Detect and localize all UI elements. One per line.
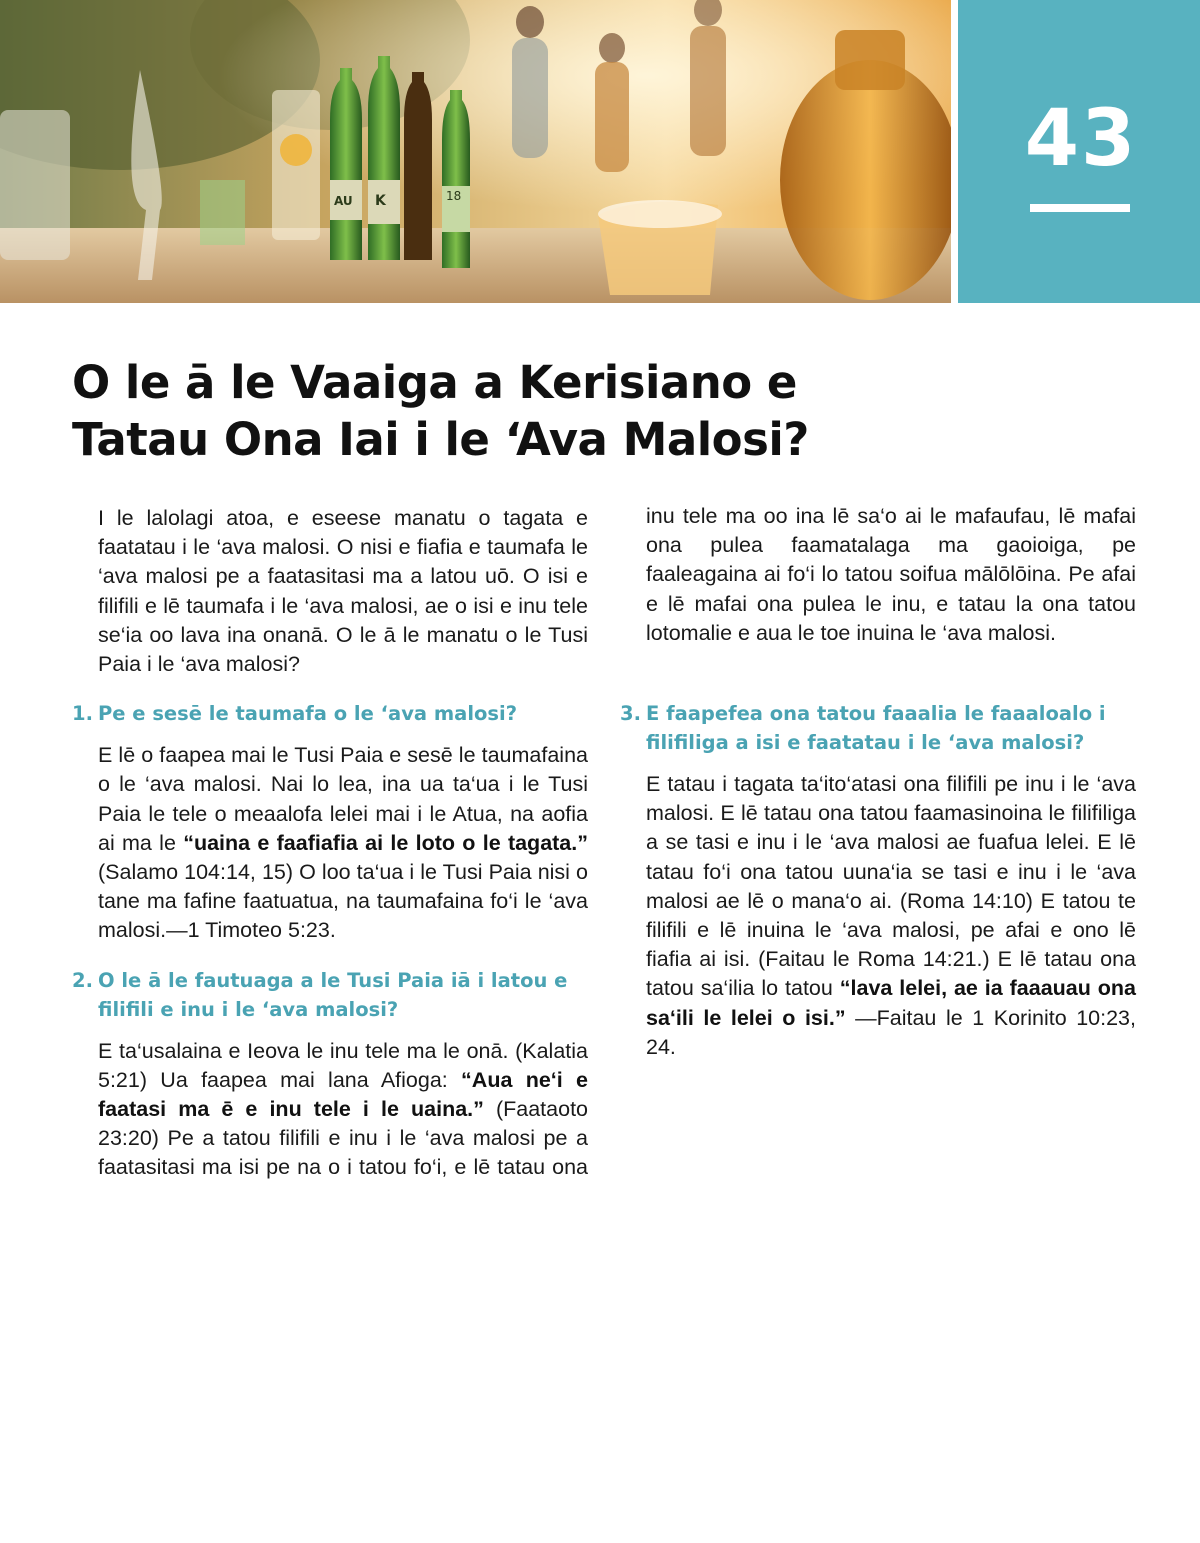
section-3-heading — [620, 699, 1136, 757]
section-2-continuation-text — [646, 504, 1136, 648]
section-1-text-b: (Salamo 104:14, 15) O loo ta‘ua i le Tusi Paia nisi o tane ma fafine faatuatua, na taumafaina fo‘i le ‘ava malosi.—1 Timoteo 5:23. — [98, 860, 588, 943]
bottle-label-2: K — [375, 193, 386, 209]
left-column — [72, 504, 588, 1185]
section-3-number: 3. — [620, 702, 641, 725]
section-2-text-b: (Faataoto 23:20) Pe a tatou filifili e inu i le ‘ava malosi pe a faatasitasi ma isi pe na o i tatou fo‘i, e lē tatau ona — [98, 1097, 588, 1180]
lesson-number-box — [958, 0, 1200, 303]
section-1-paragraph — [72, 741, 588, 945]
section-2-continuation — [620, 504, 1136, 679]
section-1-number: 1. — [72, 702, 93, 726]
bottle-label-3: 18 — [446, 189, 462, 203]
section-1-question: Pe e sesē le taumafa o le ‘ava malosi? — [98, 702, 518, 726]
section-2-quote: “Aua ne‘i e faatasi ma ē e inu tele i le uaina.” — [98, 1067, 588, 1122]
lesson-number: 43 — [1024, 94, 1138, 184]
section-3-quote: “lava lelei, ae ia faaauau ona sa‘ili le lelei o isi.” — [646, 976, 1137, 1030]
hero-photo — [0, 0, 951, 303]
section-3-paragraph — [620, 770, 1136, 1062]
page-title-line-1: O le ā le Vaaiga a Kerisiano e — [72, 356, 797, 409]
lesson-number-underline — [1030, 204, 1130, 212]
section-2-cont-b: inu tele ma oo ina lē sa‘o ai le mafaufau, lē mafai ona pulea faamatalaga ma gaoioiga, pe faaleagaina ai fo‘i lo tatou soifua mālōlōina. Pe afai e lē mafai ona pulea le inu, e tatau la ona tatou lotomalie e aua le toe inuina le ‘ava malosi. — [646, 504, 1136, 645]
intro-paragraph: I le lalolagi atoa, e eseese manatu o tagata e faatatau i le ‘ava malosi. O nisi e fiafia e taumafa le ‘ava malosi pe a faatasitasi ma a latou uō. O isi e filifili e lē taumafa i le ‘ava malosi, ae o isi e inu tele se‘ia oo lava ina onanā. O le ā le manatu o le Tusi Paia i le ‘ava malosi? — [98, 506, 588, 677]
section-1-heading — [72, 699, 588, 728]
section-1-text-a: E lē o faapea mai le Tusi Paia e sesē le taumafaina o le ‘ava malosi. Nai lo lea, ina ua ta‘ua i le Tusi Paia le tele o meaalofa lelei mai i le Atua, na aofia ai ma le — [98, 743, 588, 855]
right-column — [620, 504, 1136, 1062]
section-3-question: E faapefea ona tatou faaalia le faaaloalo i filifiliga a isi e faatatau i le ‘ava malosi? — [646, 702, 1106, 754]
page-title — [72, 354, 1072, 468]
bottle-label-1: AU — [334, 194, 353, 208]
section-1-quote: “uaina e faafiafia ai le loto o le tagata.” — [183, 830, 588, 855]
section-2-text-a: E ta‘usalaina e Ieova le inu tele ma le onā. (Kalatia 5:21) Ua faapea mai lana Afioga: — [98, 1038, 588, 1092]
section-2-question: O le ā le fautuaga a le Tusi Paia iā i latou e filifili e inu i le ‘ava malosi? — [98, 968, 568, 1021]
section-2-paragraph — [72, 1037, 588, 1185]
section-3-text-b: —Faitau le 1 Korinito 10:23, 24. — [646, 1005, 1136, 1059]
hero-illustration — [0, 0, 951, 303]
section-2-number: 2. — [72, 968, 93, 992]
section-2-heading — [72, 966, 588, 1024]
page-title-line-2: Tatau Ona Iai i le ‘Ava Malosi? — [72, 413, 809, 466]
section-3-text-a: E tatau i tagata ta‘ito‘atasi ona filifili pe inu i le ‘ava malosi. E lē tatau ona tatou faamasinoina le filifiliga a se tasi e inu i le ‘ava malosi ae fuafua lelei. E lē tatau fo‘i ona tatou uuna‘ia se tasi e inu i le ‘ava malosi ae lē o mana‘o ai. (Roma 14:10) E tatou te filifili e lē inuina le ‘ava malosi, pe afai e ono lē fiafia ai isi. (Faitau le Roma 14:21.) E lē tatau ona tatou sa‘ilia lo tatou — [646, 772, 1136, 1001]
